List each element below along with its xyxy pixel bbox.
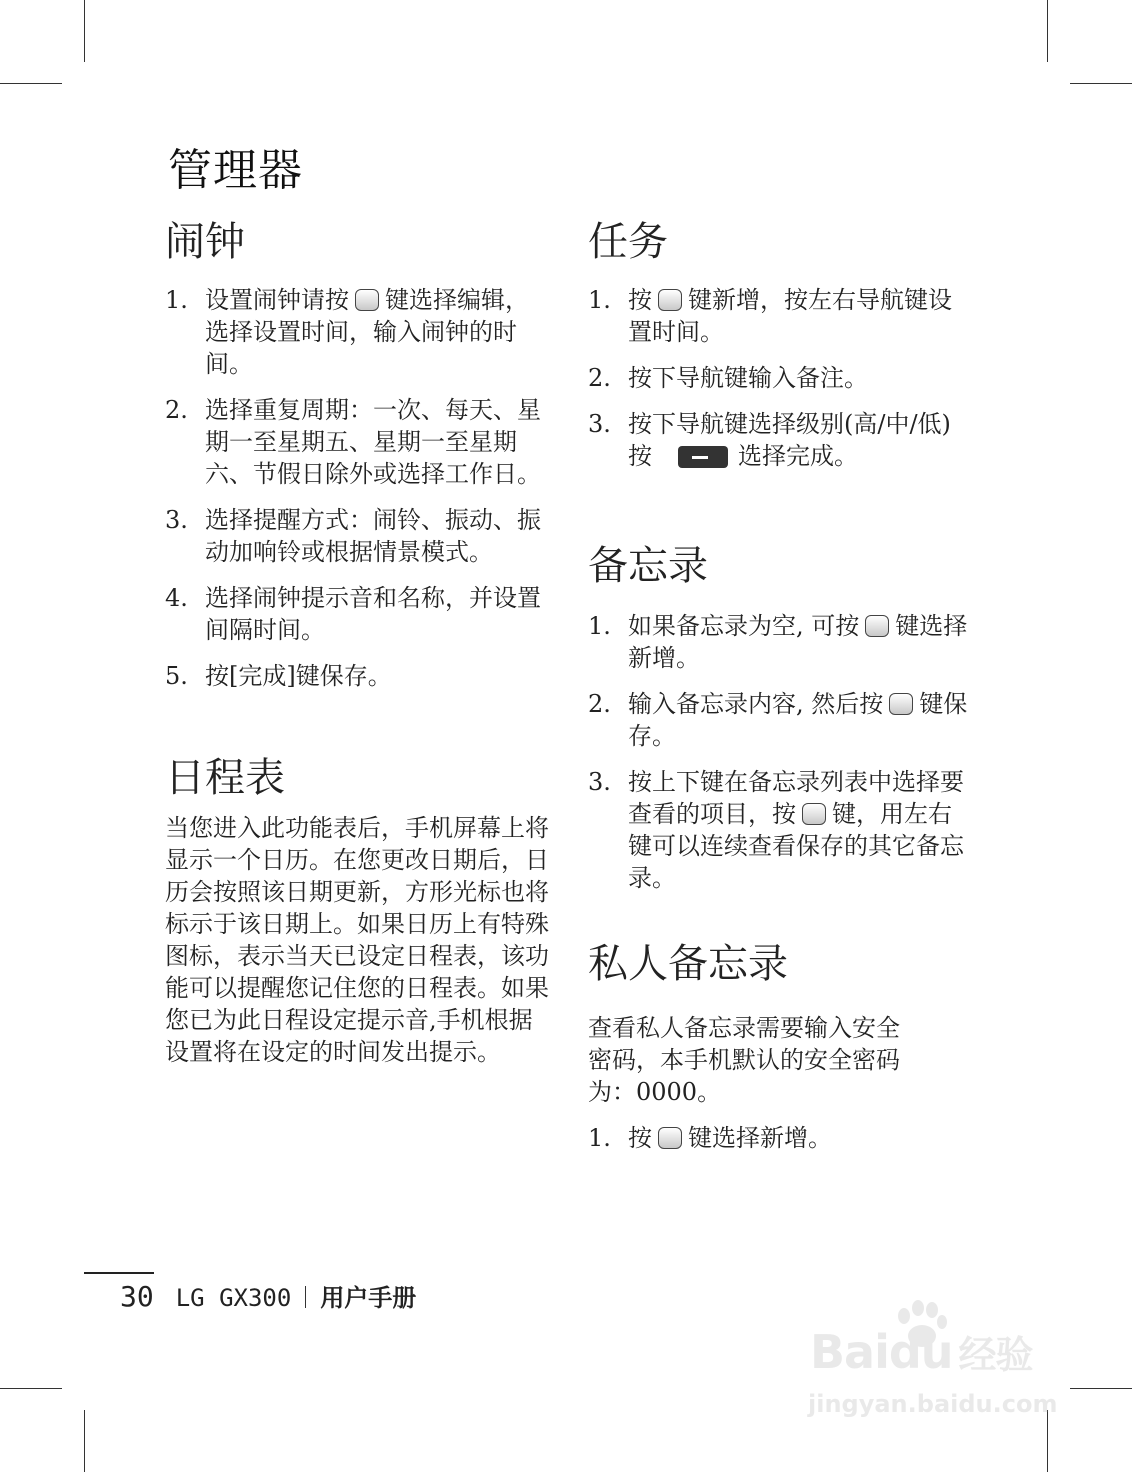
crop-mark bbox=[84, 0, 85, 62]
list-item: 1. 如果备忘录为空, 可按 键选择新增。 bbox=[588, 612, 968, 672]
crop-mark bbox=[1047, 0, 1048, 62]
private-memo-steps bbox=[588, 1122, 973, 1154]
center-key-icon bbox=[865, 615, 889, 637]
watermark-logo: Baidu 经验 bbox=[810, 1325, 1033, 1379]
schedule-title: 日程表 bbox=[165, 755, 285, 801]
center-key-icon bbox=[658, 1127, 682, 1149]
center-key-icon bbox=[802, 803, 826, 825]
manual-label: 用户手册 bbox=[320, 1284, 417, 1312]
page-footer bbox=[120, 1278, 416, 1313]
list-item: 5. 按[完成]键保存。 bbox=[165, 662, 392, 690]
alarm-steps bbox=[165, 284, 550, 692]
crop-mark bbox=[1070, 1388, 1132, 1389]
list-item: 3. 按上下键在备忘录列表中选择要查看的项目，按 键，用左右键可以连续查看保存的其它备忘录。 bbox=[588, 768, 964, 892]
memo-steps bbox=[588, 610, 973, 894]
schedule-body: 当您进入此功能表后，手机屏幕上将显示一个日历。在您更改日期后，日历会按照该日期更新，方形光标也将标示于该日期上。如果日历上有特殊图标，表示当天已设定日程表，该功能可以提醒您记住您的日程表。如果您已为此日程设定提示音,手机根据设置将在设定的时间发出提示。 bbox=[165, 814, 549, 1066]
footer-divider bbox=[305, 1286, 306, 1308]
baidu-watermark bbox=[800, 1300, 1070, 1440]
private-memo-section bbox=[588, 940, 973, 1154]
center-key-icon bbox=[658, 289, 682, 311]
crop-mark bbox=[0, 83, 62, 84]
private-memo-body: 查看私人备忘录需要输入安全密码，本手机默认的安全密码为：0000。 bbox=[588, 1014, 900, 1106]
list-item: 1. 按 键新增，按左右导航键设置时间。 bbox=[588, 286, 952, 346]
center-key-icon bbox=[889, 693, 913, 715]
private-memo-title: 私人备忘录 bbox=[588, 941, 788, 987]
alarm-title: 闹钟 bbox=[165, 219, 245, 265]
alarm-section bbox=[165, 218, 550, 692]
memo-title: 备忘录 bbox=[588, 543, 708, 589]
list-item: 2. 按下导航键输入备注。 bbox=[588, 364, 868, 392]
task-section bbox=[588, 218, 973, 472]
list-item: 1. 设置闹钟请按 键选择编辑，选择设置时间，输入闹钟的时间。 bbox=[165, 286, 529, 378]
product-name: LG GX300 bbox=[175, 1284, 292, 1312]
schedule-section bbox=[165, 754, 550, 1068]
list-item: 2. 选择重复周期：一次、每天、星期一至星期五、星期一至星期六、节假日除外或选择工作日。 bbox=[165, 396, 541, 488]
page-number: 30 bbox=[120, 1280, 154, 1313]
footer-rule bbox=[84, 1272, 154, 1274]
list-item: 4. 选择闹钟提示音和名称，并设置间隔时间。 bbox=[165, 584, 541, 644]
crop-mark bbox=[0, 1388, 62, 1389]
memo-section bbox=[588, 542, 973, 894]
soft-key-icon bbox=[678, 446, 728, 468]
page-title: 管理器 bbox=[168, 145, 303, 196]
center-key-icon bbox=[355, 289, 379, 311]
list-item: 3. 按下导航键选择级别(高/中/低) 按 选择完成。 bbox=[588, 410, 951, 470]
list-item: 2. 输入备忘录内容, 然后按 键保存。 bbox=[588, 690, 968, 750]
task-title: 任务 bbox=[588, 219, 668, 265]
watermark-url: jingyan.baidu.com bbox=[808, 1390, 1058, 1418]
crop-mark bbox=[1070, 83, 1132, 84]
list-item: 1. 按 键选择新增。 bbox=[588, 1124, 832, 1152]
list-item: 3. 选择提醒方式：闹铃、振动、振动加响铃或根据情景模式。 bbox=[165, 506, 541, 566]
crop-mark bbox=[84, 1410, 85, 1472]
left-column bbox=[165, 218, 550, 1068]
task-steps bbox=[588, 284, 973, 472]
right-column bbox=[588, 218, 973, 1154]
